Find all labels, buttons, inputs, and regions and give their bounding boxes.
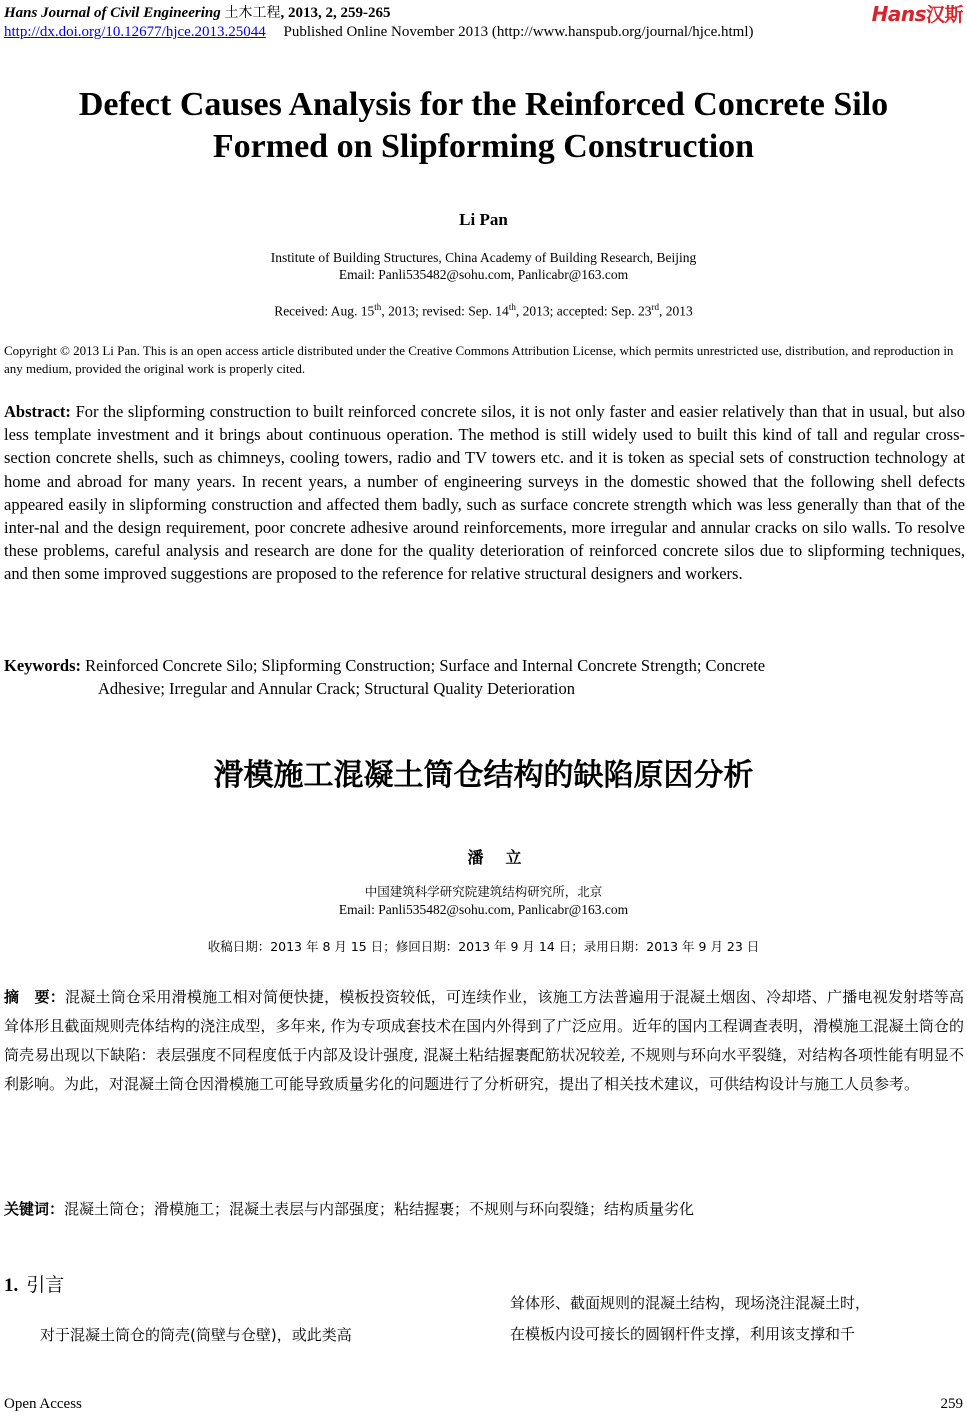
chinese-title: 滑模施工混凝土筒仓结构的缺陷原因分析 [213, 758, 754, 793]
abstract-text: For the slipforming construction to built reinforced concrete silos, it is not only faster and easier relatively than that in usual, but also less template investment and it brings about continuous operation. The method is still widely used to built this kind of tall and regular cross-section concrete shells, such as chimneys, cooling towers, radio and TV towers etc. and it is token as special sets of construction technology at home and abroad for many years. In recent years, a number of engineering surveys in the domestic showed that the following shell defects appeared easily in slipforming construction and affected them badly, such as surface concrete strength which was less generally than that of the inter-nal and the design requirement, poor concrete adhesive around reinforcements, more irregular and annular cracks on silo walls. To resolve these problems, careful analysis and research are done for the quality deterioration of reinforced concrete silos due to slipforming techniques, and then some improved suggestions are proposed to the reference for relative structural designers and workers. [4, 402, 965, 584]
right-column-line-1: 耸体形、截面规则的混凝土结构，现场浇注混凝土时， [510, 1294, 871, 1312]
footer-open-access: Open Access [4, 1396, 82, 1412]
journal-name-cn: 土木工程 [224, 5, 281, 21]
doi-line [4, 24, 753, 41]
chinese-author: 潘立 [467, 848, 544, 867]
left-column-text: 对于混凝土筒仓的筒壳(筒壁与仓壁)，或此类高 [40, 1326, 352, 1344]
submission-dates: Received: Aug. 15th, 2013; revised: Sep. 14th, 2013; accepted: Sep. 23rd, 2013 [274, 302, 693, 319]
right-column-line-2: 在模板内设可接长的圆钢杆件支撑，利用该支撑和千 [510, 1325, 856, 1343]
chinese-abstract [4, 983, 964, 1099]
journal-volume: , 2013, 2, 259-265 [280, 5, 391, 21]
paper-title [0, 84, 967, 168]
copyright-notice: Copyright © 2013 Li Pan. This is an open access article distributed under the Creative Commons Attribution License, which permits unrestricted use, distribution, and reproduction in any medium, provided the original work is properly cited. [4, 343, 954, 376]
keywords-line-2: Adhesive; Irregular and Annular Crack; Structural Quality Deterioration [98, 679, 575, 698]
chinese-abstract-text: 混凝土筒仓采用滑模施工相对简便快捷，模板投资较低，可连续作业，该施工方法普遍用于混凝土烟囱、冷却塔、广播电视发射塔等高耸体形且截面规则壳体结构的浇注成型，多年来, 作为专项成套技术在国内外得到了广泛应用。近年的国内工程调查表明，滑模施工混凝土筒仓的筒壳易出现以下缺陷：表层强度不同程度低于内部及设计强度, 混凝土粘结握裹配筋状况较差, 不规则与环向水平裂缝，对结构各项性能有明显不利影响。为此，对混凝土筒仓因滑模施工可能导致质量劣化的问题进行了分析研究，提出了相关技术建议，可供结构设计与施工人员参考。 [4, 988, 964, 1093]
author-name: Li Pan [459, 210, 508, 229]
abstract [4, 400, 965, 586]
chinese-keywords-text: 混凝土筒仓；滑模施工；混凝土表层与内部强度；粘结握裹；不规则与环向裂缝；结构质量劣化 [64, 1200, 695, 1218]
chinese-keywords [4, 1195, 964, 1224]
chinese-dates: 收稿日期：2013 年 8 月 15 日；修回日期：2013 年 9 月 14 日；录用日期：2013 年 9 月 23 日 [207, 939, 760, 954]
abstract-label: Abstract: [4, 402, 71, 421]
keywords-line-1: Reinforced Concrete Silo; Slipforming Construction; Surface and Internal Concrete Strength; Concrete [85, 656, 766, 675]
title-line-1: Defect Causes Analysis for the Reinforced Concrete Silo [78, 86, 889, 123]
keywords-label: Keywords: [4, 656, 81, 675]
doi-link[interactable]: http://dx.doi.org/10.12677/hjce.2013.25044 [4, 24, 266, 40]
publisher-logo [872, 0, 963, 27]
chinese-abstract-label: 摘 要： [4, 988, 65, 1006]
chinese-affiliation: 中国建筑科学研究院建筑结构研究所，北京 [364, 884, 603, 899]
title-line-2: Formed on Slipforming Construction [212, 128, 755, 165]
journal-header [4, 2, 390, 22]
chinese-keywords-label: 关键词： [4, 1200, 65, 1218]
keywords [4, 654, 965, 700]
section-heading [4, 1270, 64, 1297]
section-title: 引言 [26, 1274, 65, 1296]
author-email: Email: Panli535482@sohu.com, Panlicabr@163.com [338, 267, 629, 282]
logo-cn: 汉斯 [925, 4, 963, 26]
affiliation: Institute of Building Structures, China Academy of Building Research, Beijing [270, 250, 697, 265]
page-number: 259 [940, 1396, 963, 1412]
section-number: 1. [4, 1275, 19, 1296]
logo-en: Hans [871, 2, 926, 26]
chinese-email: Email: Panli535482@sohu.com, Panlicabr@163.com [338, 902, 629, 917]
journal-name: Hans Journal of Civil Engineering [4, 5, 221, 21]
published-online: Published Online November 2013 (http://www.hanspub.org/journal/hjce.html) [283, 24, 754, 40]
